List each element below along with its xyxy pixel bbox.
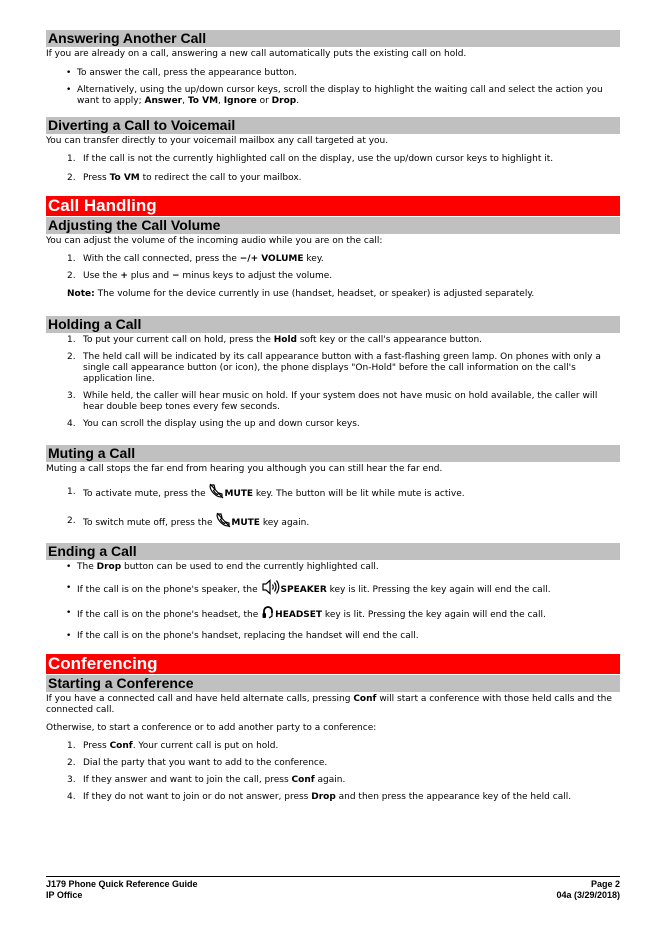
list-item: • If the call is on the phone's headset, the HEADSET key is lit. Pressing the key again will end the call. [46, 604, 620, 627]
mute-icon [208, 483, 224, 506]
heading-call-handling: Call Handling [46, 196, 620, 216]
list-item: 1. If the call is not the currently highlighted call on the display, use the up/down cursor keys to highlight it. [67, 154, 554, 164]
headset-icon [261, 604, 275, 627]
bullet: • [66, 562, 72, 572]
diverting-intro: You can transfer directly to your voicemail mailbox any call targeted at you. [46, 136, 389, 146]
footer-guide-title: J179 Phone Quick Reference Guide [46, 879, 198, 889]
heading-ending-a-call: Ending a Call [46, 543, 620, 560]
bullet: • [66, 68, 72, 78]
footer-version: 04a (3/29/2018) [556, 890, 620, 900]
starting-steps [46, 741, 620, 803]
document-page [46, 30, 620, 803]
holding-steps [46, 335, 620, 430]
footer-product: IP Office [46, 890, 83, 900]
answering-list [46, 68, 620, 107]
muting-steps [46, 483, 620, 535]
heading-conferencing: Conferencing [46, 654, 620, 674]
heading-diverting-to-voicemail: Diverting a Call to Voicemail [46, 117, 620, 134]
list-item: • If the call is on the phone's handset, replacing the handset will end the call. [66, 631, 419, 641]
bullet: • [66, 583, 72, 593]
speaker-icon [261, 579, 281, 602]
list-item: • Alternatively, using the up/down cursor keys, scroll the display to highlight the waiting call and select the action you want to apply; Answer, To VM, Ignore or Drop. [66, 85, 603, 106]
volume-steps [46, 254, 620, 282]
list-item: • To answer the call, press the appearance button. [66, 68, 297, 78]
heading-adjusting-volume: Adjusting the Call Volume [46, 217, 620, 234]
diverting-steps [46, 154, 620, 184]
volume-note: Note: The volume for the device currently in use (handset, headset, or speaker) is adjusted separately. [67, 289, 535, 299]
list-item: • The Drop button can be used to end the currently highlighted call. [66, 562, 379, 572]
list-item: 4. If they do not want to join or do not answer, press Drop and then press the appearance key of the held call. [67, 792, 572, 802]
bullet: • [66, 608, 72, 618]
list-item: • If the call is on the phone's speaker, the SPEAKER key is lit. Pressing the key again will end the call. [46, 579, 620, 602]
heading-starting-a-conference: Starting a Conference [46, 675, 620, 692]
bullet: • [66, 85, 72, 95]
list-item: 2. To switch mute off, press the MUTE key again. [46, 512, 620, 535]
heading-answering-another-call: Answering Another Call [46, 30, 620, 47]
ending-list [46, 562, 620, 642]
starting-intro-2: Otherwise, to start a conference or to add another party to a conference: [46, 723, 377, 733]
volume-intro: You can adjust the volume of the incoming audio while you are on the call: [46, 236, 383, 246]
list-item: 2. The held call will be indicated by its call appearance button with a fast-flashing green lamp. On phones with only a single call appearance button (or icon), the phone displays "On-Hold" before the call information on the call's application line. [67, 352, 601, 384]
answering-intro: If you are already on a call, answering a new call automatically puts the existing call on hold. [46, 49, 467, 59]
list-item: 1. To put your current call on hold, press the Hold soft key or the call's appearance button. [67, 335, 483, 345]
footer-page-number: Page 2 [590, 879, 620, 889]
list-item: 2. Press To VM to redirect the call to your mailbox. [67, 173, 302, 183]
heading-muting-a-call: Muting a Call [46, 445, 620, 462]
list-item: 4. You can scroll the display using the up and down cursor keys. [67, 419, 360, 429]
list-item: 1. Press Conf. Your current call is put on hold. [67, 741, 279, 751]
heading-holding-a-call: Holding a Call [46, 316, 620, 333]
list-item: 3. While held, the caller will hear music on hold. If your system does not have music on hold available, the caller will hear double beep tones every few seconds. [67, 391, 598, 412]
bullet: • [66, 631, 72, 641]
list-item: 2. Dial the party that you want to add to the conference. [67, 758, 328, 768]
list-item: 3. If they answer and want to join the call, press Conf again. [67, 775, 346, 785]
starting-intro: If you have a connected call and have held alternate calls, pressing Conf will start a conference with those held calls and the connected call. [46, 694, 612, 715]
page-footer [46, 876, 620, 901]
list-item: 1. With the call connected, press the −/+ VOLUME key. [67, 254, 324, 264]
mute-icon [215, 512, 231, 535]
list-item: 2. Use the + plus and − minus keys to adjust the volume. [67, 271, 333, 281]
list-item: 1. To activate mute, press the MUTE key. The button will be lit while mute is active. [46, 483, 620, 506]
muting-intro: Muting a call stops the far end from hearing you although you can still hear the far end. [46, 464, 443, 474]
